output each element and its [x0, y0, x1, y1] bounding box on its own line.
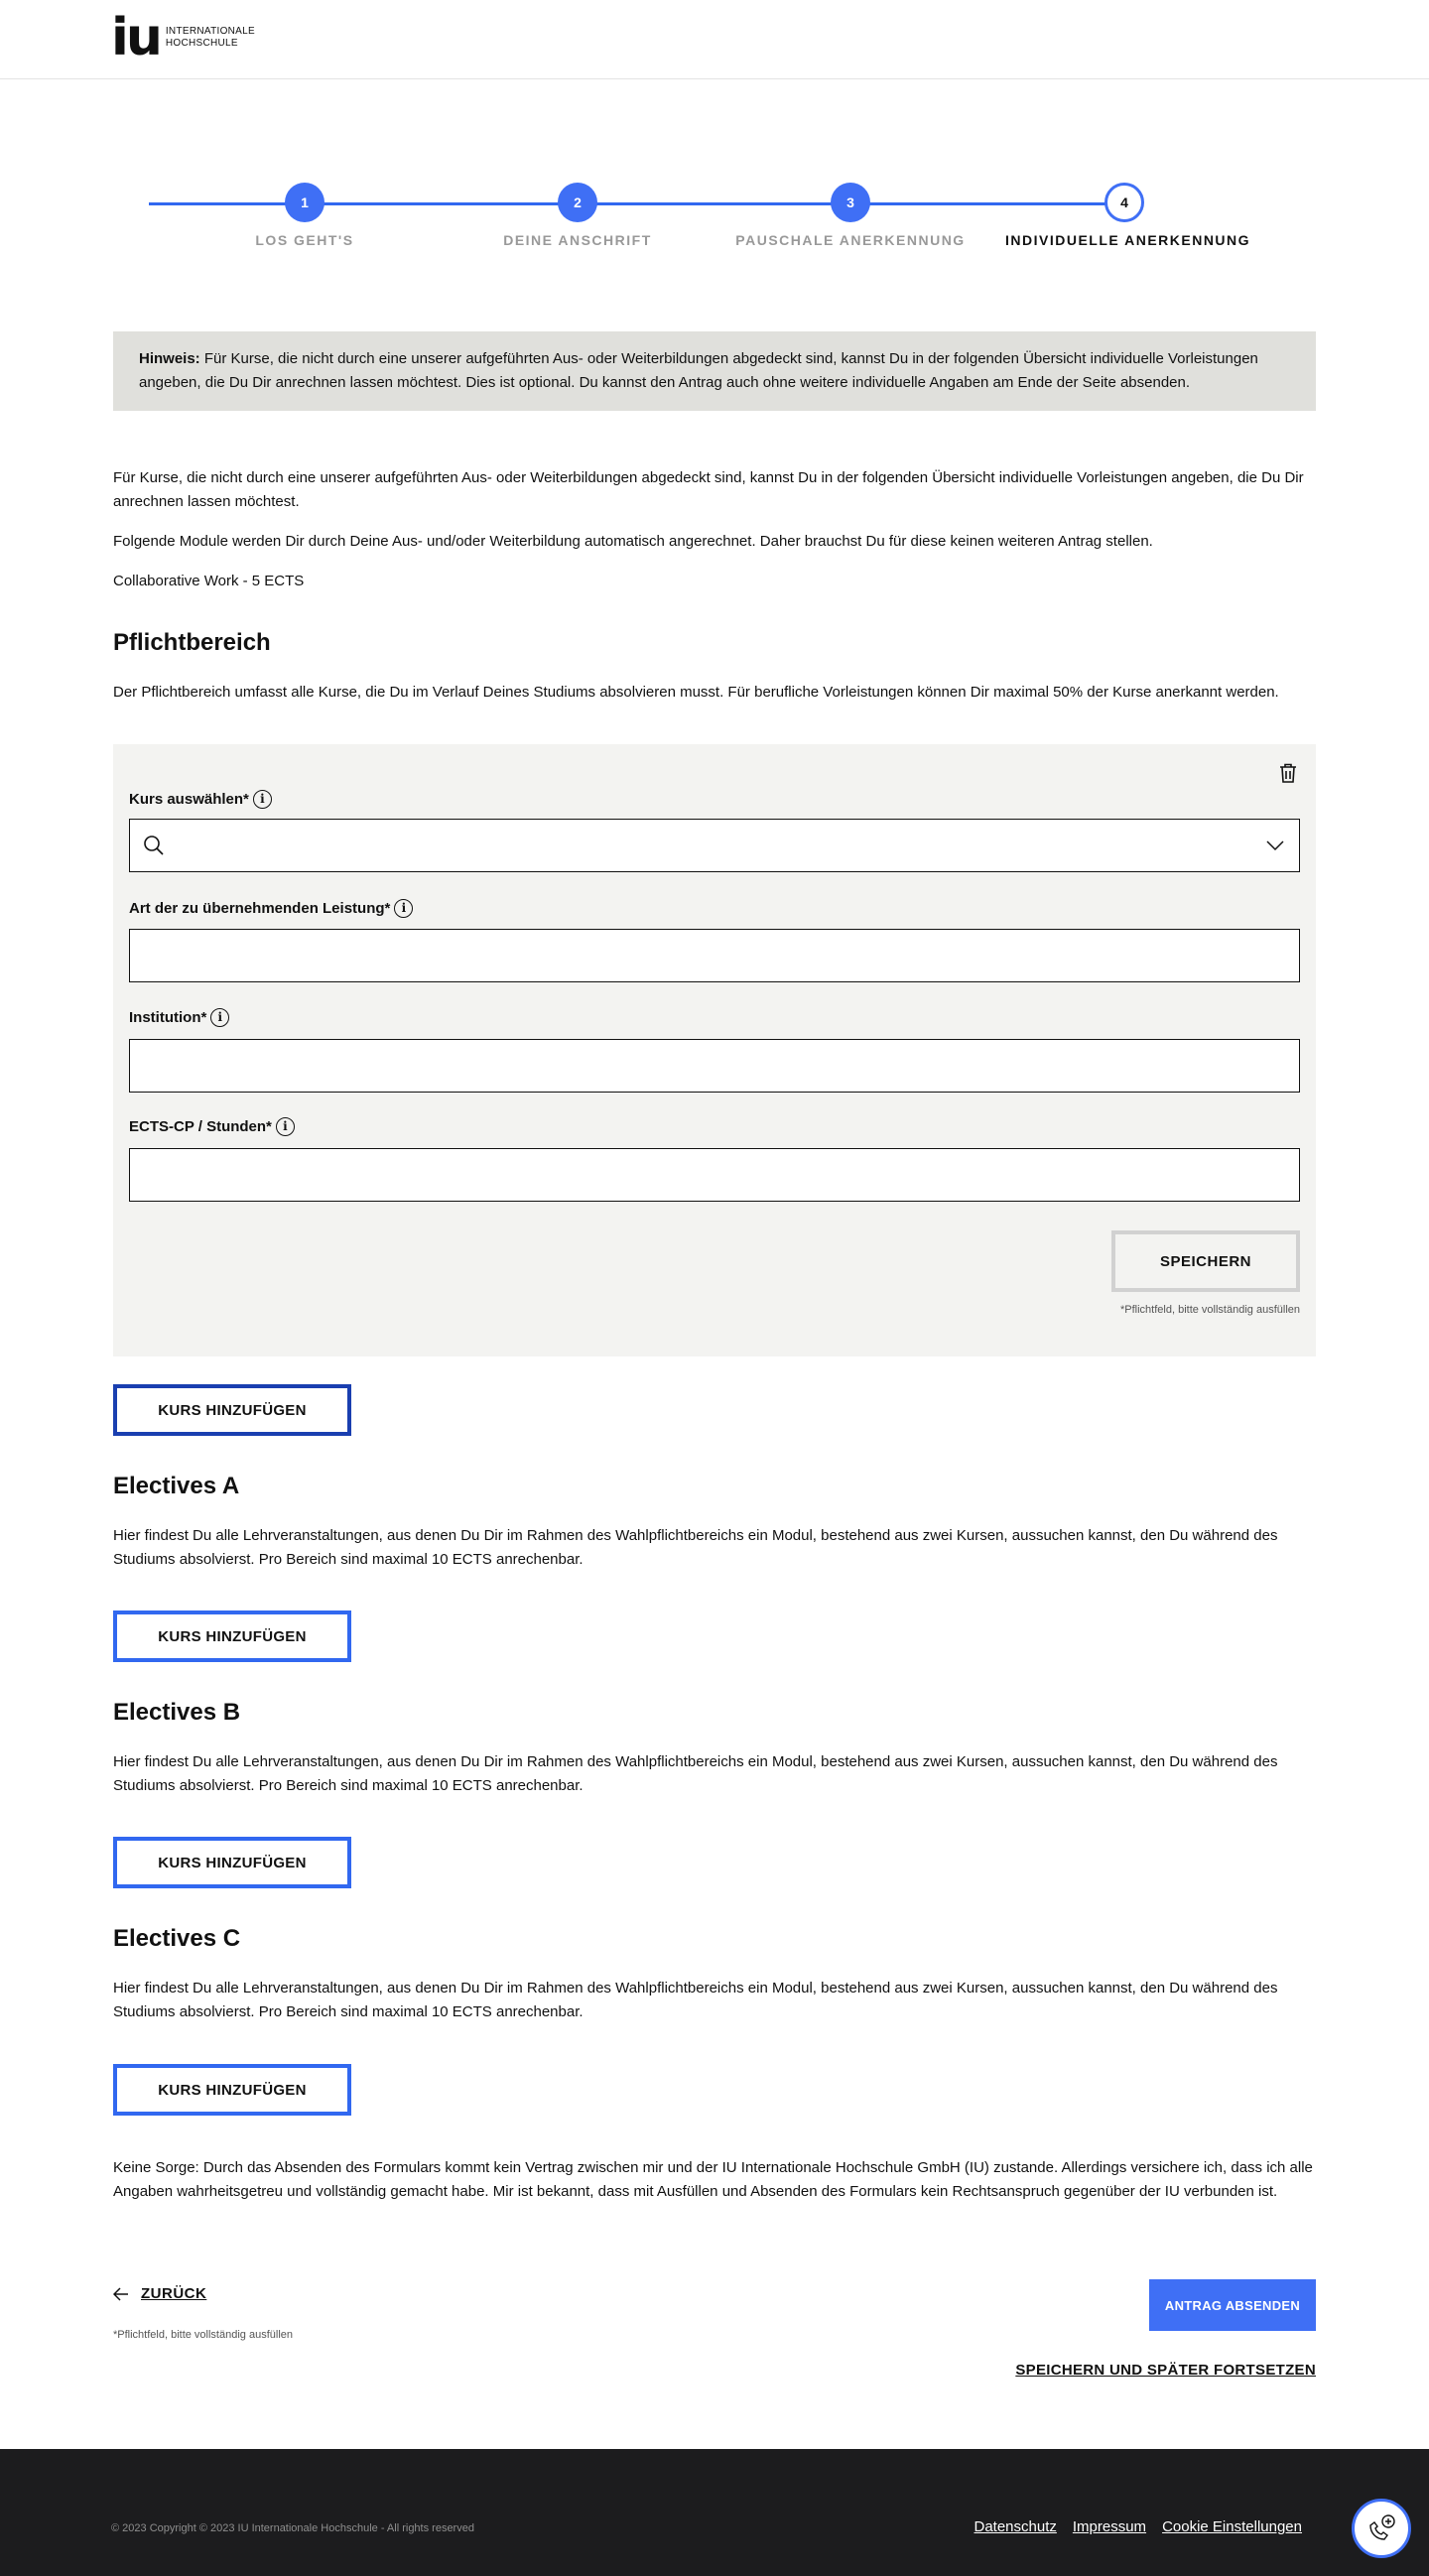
step-1 — [186, 183, 424, 248]
art-label — [129, 899, 413, 918]
step-2-label: DEINE ANSCHRIFT — [503, 232, 652, 248]
step-1-circle: 1 — [285, 183, 325, 222]
add-course-button-electives-a[interactable]: KURS HINZUFÜGEN — [113, 1610, 351, 1662]
site-header — [0, 0, 1429, 79]
info-icon[interactable]: i — [276, 1117, 295, 1136]
ects-label-text: ECTS-CP / Stunden* — [129, 1118, 272, 1135]
step-3-circle: 3 — [831, 183, 870, 222]
intro-paragraph-2: Folgende Module werden Dir durch Deine Aus- und/oder Weiterbildung automatisch angerechnet. Daher brauchst Du für diese keinen weiteren Antrag stellen. — [113, 533, 1153, 550]
required-note-bottom: *Pflichtfeld, bitte vollständig ausfüllen — [113, 2329, 293, 2341]
hint-prefix: Hinweis: — [139, 350, 200, 367]
progress-stepper — [149, 183, 1251, 262]
step-3 — [731, 183, 970, 248]
arrow-left-icon — [113, 2287, 129, 2301]
auto-credited-module: Collaborative Work - 5 ECTS — [113, 573, 305, 589]
ects-label — [129, 1117, 295, 1136]
step-1-label: LOS GEHT'S — [255, 232, 354, 248]
logo-line-2: HOCHSCHULE — [165, 38, 238, 49]
search-icon — [142, 834, 166, 857]
institution-input[interactable] — [130, 1040, 1299, 1092]
art-label-text: Art der zu übernehmenden Leistung* — [129, 900, 391, 917]
kurs-select[interactable] — [129, 819, 1300, 872]
footer-links — [974, 2518, 1302, 2535]
institution-label — [129, 1008, 229, 1027]
step-4 — [1005, 183, 1251, 248]
institution-label-text: Institution* — [129, 1009, 207, 1026]
art-field[interactable] — [129, 929, 1300, 982]
hint-text: Für Kurse, die nicht durch eine unserer aufgeführten Aus- oder Weiterbildungen abgedeckt sind, kannst Du in der folgenden Übersicht individuelle Vorleistungen angeben, die Du Dir anrechnen lassen möchtest. Dies ist optional. Du kannst den Antrag auch ohne weitere individuelle Angaben am Ende der Seite absenden. — [139, 350, 1258, 391]
add-course-button-electives-c[interactable]: KURS HINZUFÜGEN — [113, 2064, 351, 2116]
electives-a-text: Hier findest Du alle Lehrveranstaltungen, aus denen Du Dir im Rahmen des Wahlpflichtbereichs ein Modul, bestehend aus zwei Kursen, aussuchen kannst, den Du während des Studiums absolvierst. Pro Bereich sind maximal 10 ECTS anrechenbar. — [113, 1527, 1278, 1568]
add-course-button-electives-b[interactable]: KURS HINZUFÜGEN — [113, 1837, 351, 1888]
electives-b-text: Hier findest Du alle Lehrveranstaltungen, aus denen Du Dir im Rahmen des Wahlpflichtbereichs ein Modul, bestehend aus zwei Kursen, aussuchen kannst, den Du während des Studiums absolvierst. Pro Bereich sind maximal 10 ECTS anrechenbar. — [113, 1753, 1278, 1794]
step-4-label: INDIVIDUELLE ANERKENNUNG — [1005, 232, 1251, 248]
art-input[interactable] — [130, 930, 1299, 981]
course-form-card — [113, 744, 1316, 1356]
footer-link-impressum[interactable]: Impressum — [1072, 2518, 1147, 2535]
ects-input[interactable] — [130, 1149, 1299, 1201]
kurs-label-text: Kurs auswählen* — [129, 791, 249, 808]
step-2-circle: 2 — [558, 183, 597, 222]
info-icon[interactable]: i — [394, 899, 413, 918]
required-note: *Pflichtfeld, bitte vollständig ausfüllen — [1120, 1304, 1300, 1316]
phone-support-icon — [1364, 2512, 1398, 2545]
copyright: © 2023 Copyright © 2023 IU Internationale Hochschule - All rights reserved — [111, 2522, 474, 2534]
save-button[interactable]: SPEICHERN — [1111, 1230, 1300, 1292]
back-label: ZURÜCK — [141, 2285, 207, 2302]
electives-c-heading: Electives C — [113, 1925, 241, 1952]
ects-field[interactable] — [129, 1148, 1300, 1202]
kurs-label — [129, 790, 272, 809]
disclaimer-text: Keine Sorge: Durch das Absenden des Formulars kommt kein Vertrag zwischen mir und der IU Internationale Hochschule GmbH (IU) zustande. Allerdings versichere ich, dass ich alle Angaben wahrheitsgetreu und vollständig gemacht habe. Mir ist bekannt, dass mit Ausfüllen und Absenden des Formulars kein Rechtsanspruch gegenüber der IU verbunden ist. — [113, 2159, 1313, 2200]
back-link[interactable] — [113, 2285, 206, 2302]
add-course-button-pflicht[interactable]: KURS HINZUFÜGEN — [113, 1384, 351, 1436]
pflichtbereich-heading: Pflichtbereich — [113, 629, 271, 656]
contact-support-button[interactable] — [1352, 2499, 1411, 2558]
electives-a-heading: Electives A — [113, 1473, 240, 1499]
institution-field[interactable] — [129, 1039, 1300, 1093]
electives-c-text: Hier findest Du alle Lehrveranstaltungen, aus denen Du Dir im Rahmen des Wahlpflichtbereichs ein Modul, bestehend aus zwei Kursen, aussuchen kannst, den Du während des Studiums absolvierst. Pro Bereich sind maximal 10 ECTS anrechenbar. — [113, 1980, 1278, 2020]
footer-link-datenschutz[interactable]: Datenschutz — [974, 2518, 1057, 2535]
iu-logo[interactable] — [111, 8, 255, 67]
step-4-circle: 4 — [1104, 183, 1144, 222]
info-icon[interactable]: i — [253, 790, 272, 809]
chevron-down-icon[interactable] — [1265, 836, 1285, 855]
electives-b-heading: Electives B — [113, 1699, 241, 1726]
info-icon[interactable]: i — [210, 1008, 229, 1027]
footer-link-cookie-settings[interactable]: Cookie Einstellungen — [1162, 2518, 1302, 2535]
pflichtbereich-text: Der Pflichtbereich umfasst alle Kurse, die Du im Verlauf Deines Studiums absolvieren musst. Für berufliche Vorleistungen können Dir maximal 50% der Kurse anerkannt werden. — [113, 684, 1279, 701]
site-footer — [0, 2449, 1429, 2576]
save-later-link[interactable]: SPEICHERN UND SPÄTER FORTSETZEN — [1015, 2362, 1316, 2379]
step-2 — [458, 183, 697, 248]
step-3-label: PAUSCHALE ANERKENNUNG — [735, 232, 966, 248]
trash-icon[interactable] — [1278, 762, 1298, 784]
submit-application-button[interactable]: ANTRAG ABSENDEN — [1149, 2279, 1316, 2331]
hint-box — [113, 331, 1316, 411]
logo-line-1: INTERNATIONALE — [165, 26, 255, 37]
kurs-search-input[interactable] — [130, 820, 1299, 871]
logo-text — [166, 26, 255, 50]
intro-paragraph-1: Für Kurse, die nicht durch eine unserer aufgeführten Aus- oder Weiterbildungen abgedeckt sind, kannst Du in der folgenden Übersicht individuelle Vorleistungen angeben, die Du Dir anrechnen lassen möchtest. — [113, 469, 1304, 510]
logo-mark: iu — [111, 8, 160, 67]
